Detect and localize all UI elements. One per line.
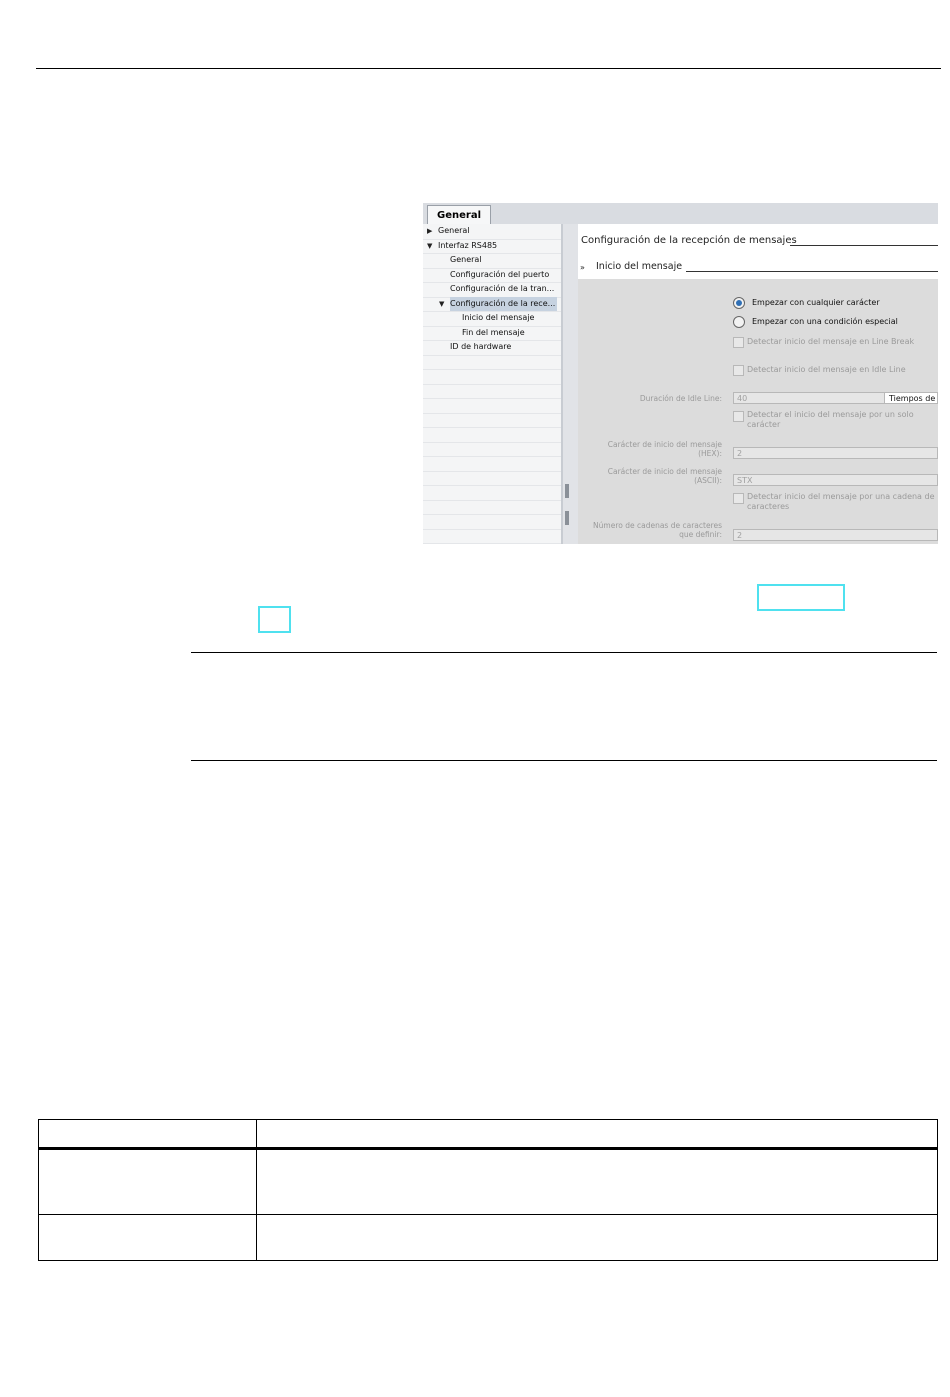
note-bottom-rule	[191, 760, 937, 761]
tree-empty-row	[423, 427, 561, 443]
tree-item-message-start[interactable]: Inicio del mensaje	[423, 311, 561, 327]
checkbox-idle-line[interactable]	[733, 365, 744, 376]
tree-empty-row	[423, 471, 561, 487]
tree-item-hardware-id[interactable]: ID de hardware	[423, 340, 561, 356]
tree-item-message-end[interactable]: Fin del mensaje	[423, 326, 561, 342]
tree-empty-row	[423, 384, 561, 400]
hex-char-label: Carácter de inicio del mensaje (HEX):	[607, 440, 722, 458]
subsection-rule	[686, 271, 938, 272]
radio-any-char-label: Empezar con cualquier carácter	[752, 298, 880, 307]
collapse-chevron-icon[interactable]: »	[580, 263, 585, 272]
collapse-arrow-icon[interactable]: ▼	[439, 299, 445, 308]
table-row	[39, 1215, 938, 1261]
tree-empty-row	[423, 485, 561, 501]
radio-special-condition[interactable]	[733, 316, 745, 328]
message-start-form	[578, 279, 938, 544]
table-row	[39, 1149, 938, 1215]
tree-item-transmission-config[interactable]: Configuración de la tran...	[423, 282, 561, 298]
table-cell	[39, 1215, 257, 1261]
table-header-row	[39, 1120, 938, 1149]
header-rule	[36, 68, 941, 69]
highlight-box	[757, 584, 845, 611]
splitter-handle-icon[interactable]	[565, 484, 569, 498]
radio-any-char[interactable]	[733, 297, 745, 309]
highlight-box	[258, 606, 291, 633]
tree-item-rs485-general[interactable]: General	[423, 253, 561, 269]
table-cell	[39, 1149, 257, 1215]
table-header-cell	[39, 1120, 257, 1149]
collapse-arrow-icon[interactable]: ▼	[427, 241, 433, 250]
tree-empty-row	[423, 369, 561, 385]
tree-item-port-config[interactable]: Configuración del puerto	[423, 268, 561, 284]
tab-bar	[423, 203, 938, 225]
section-title: Configuración de la recepción de mensajes	[581, 235, 797, 246]
section-rule	[790, 245, 938, 246]
radio-special-condition-label: Empezar con una condición especial	[752, 317, 898, 326]
parameter-table	[38, 1119, 938, 1261]
tree-empty-row	[423, 442, 561, 458]
checkbox-char-strings-label: Detectar inicio del mensaje por una cadena de caracteres	[747, 492, 935, 511]
hex-char-input[interactable]: 2	[733, 447, 938, 459]
table-cell	[257, 1149, 938, 1215]
ascii-char-label: Carácter de inicio del mensaje (ASCII):	[607, 467, 722, 485]
properties-screenshot	[423, 203, 938, 544]
tree-empty-row	[423, 529, 561, 545]
idle-duration-input[interactable]: 40	[733, 392, 886, 404]
idle-duration-label: Duración de Idle Line:	[639, 394, 722, 403]
tree-item-reception-config[interactable]: ▼ Configuración de la rece...	[423, 297, 561, 313]
checkbox-line-break-label: Detectar inicio del mensaje en Line Break	[747, 337, 915, 346]
tree-item-rs485[interactable]: ▼ Interfaz RS485	[423, 239, 561, 255]
subsection-title: Inicio del mensaje	[596, 261, 683, 272]
checkbox-line-break[interactable]	[733, 337, 744, 348]
num-strings-input[interactable]: 2	[733, 529, 938, 541]
tree-empty-row	[423, 514, 561, 530]
ascii-char-input[interactable]: STX	[733, 474, 938, 486]
tree-empty-row	[423, 398, 561, 414]
checkbox-single-char[interactable]	[733, 411, 744, 422]
tree-empty-row	[423, 355, 561, 371]
tree-empty-row	[423, 413, 561, 429]
idle-unit-select[interactable]: Tiempos de	[884, 392, 938, 404]
checkbox-idle-line-label: Detectar inicio del mensaje en Idle Line	[747, 365, 906, 374]
expand-arrow-icon[interactable]: ▶	[427, 227, 433, 235]
note-top-rule	[191, 652, 937, 653]
panel-splitter[interactable]	[562, 224, 579, 544]
table-header-cell	[257, 1120, 938, 1149]
tree-item-general[interactable]: ▶ General	[423, 224, 561, 240]
tree-empty-row	[423, 500, 561, 516]
table-cell	[257, 1215, 938, 1261]
settings-content	[578, 224, 938, 544]
checkbox-char-strings[interactable]	[733, 493, 744, 504]
navigation-tree	[423, 224, 562, 544]
num-strings-label: Número de cadenas de caracteres que definir:	[593, 521, 722, 539]
checkbox-single-char-label: Detectar el inicio del mensaje por un solo carácter	[747, 410, 914, 429]
splitter-handle-icon[interactable]	[565, 511, 569, 525]
tab-general[interactable]: General	[427, 205, 491, 225]
tree-empty-row	[423, 456, 561, 472]
